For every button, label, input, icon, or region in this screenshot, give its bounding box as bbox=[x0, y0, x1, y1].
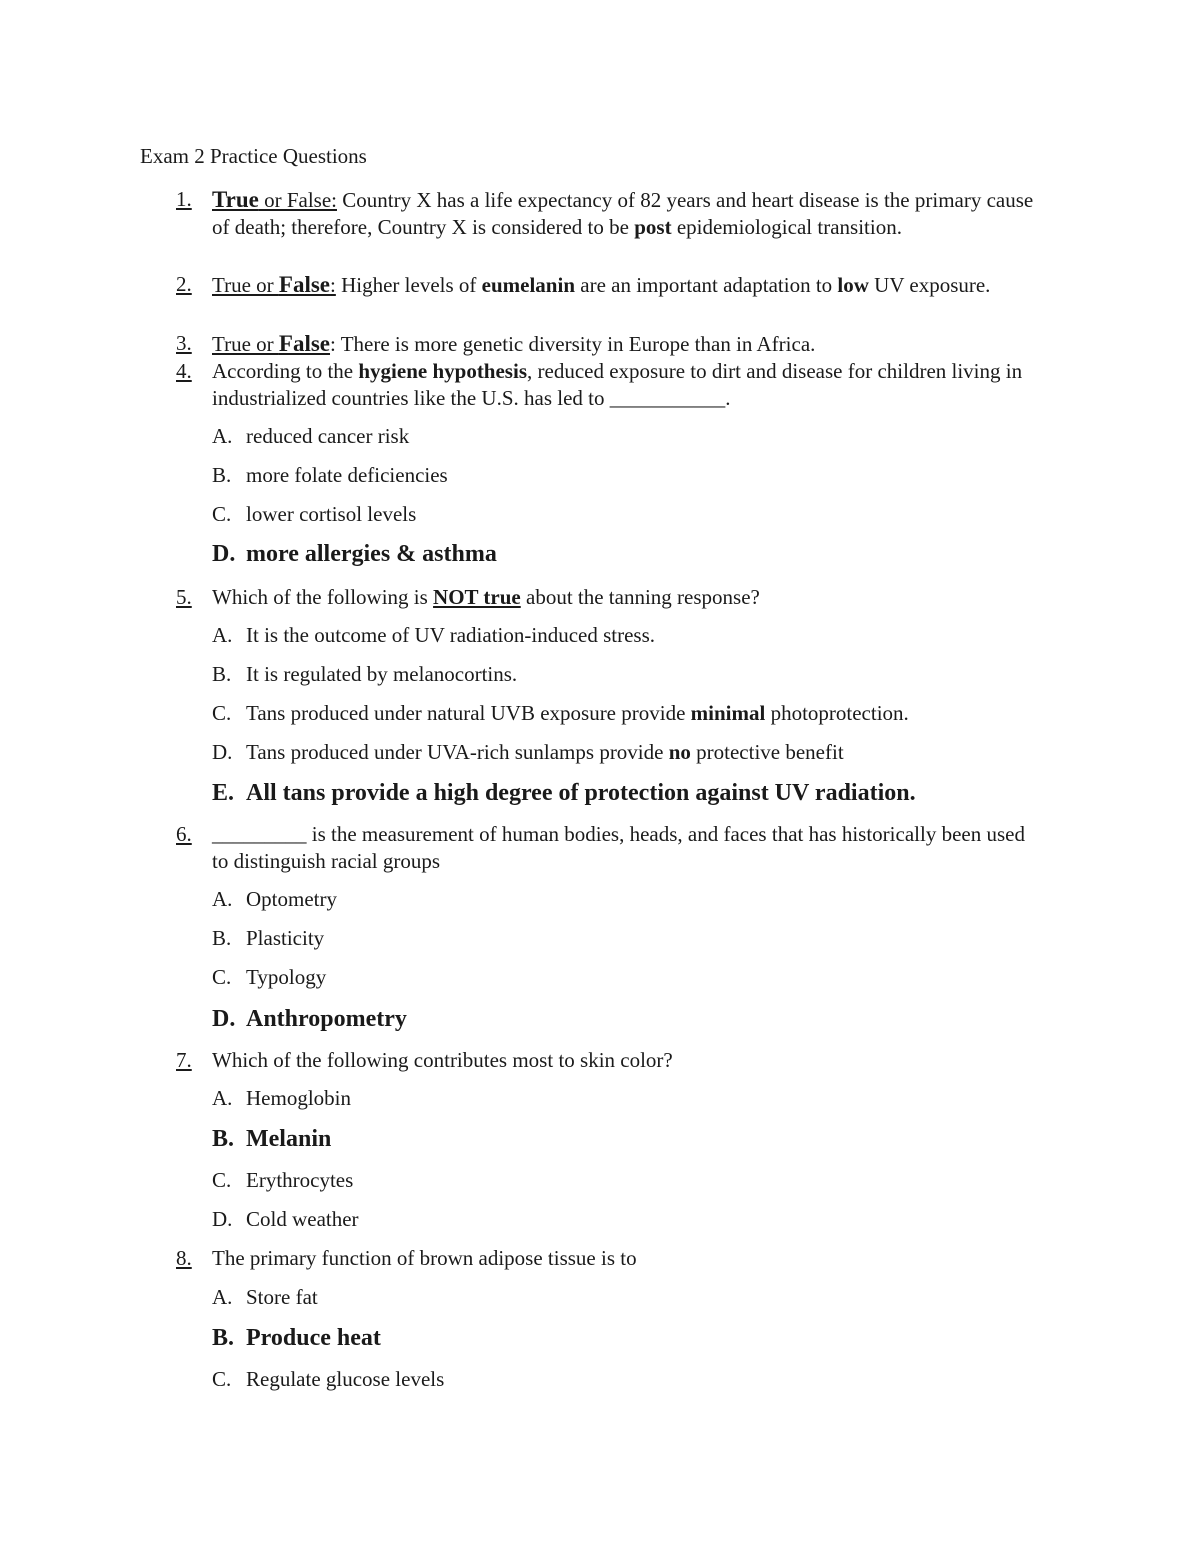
option-letter: C. bbox=[212, 965, 232, 989]
question-number: 1. bbox=[176, 187, 192, 211]
question-text-end: UV exposure. bbox=[868, 273, 991, 297]
option-text: Store fat bbox=[246, 1285, 318, 1309]
question-6 bbox=[176, 821, 1046, 875]
answer-text: Melanin bbox=[246, 1126, 332, 1152]
option-c bbox=[212, 1167, 353, 1194]
true-false-answer: True bbox=[212, 187, 259, 212]
question-text: Which of the following contributes most to skin color? bbox=[212, 1048, 673, 1072]
option-a bbox=[212, 1085, 351, 1112]
question-text-end: epidemiological transition. bbox=[671, 215, 902, 239]
option-text: Hemoglobin bbox=[246, 1086, 351, 1110]
option-letter: D. bbox=[212, 1207, 233, 1231]
option-letter: A. bbox=[212, 1285, 233, 1309]
question-8 bbox=[176, 1245, 1046, 1272]
question-text-mid: are an important adaptation to bbox=[575, 273, 838, 297]
option-letter: C. bbox=[212, 701, 232, 725]
option-d bbox=[212, 739, 844, 766]
question-number: 5. bbox=[176, 585, 192, 609]
option-text: Cold weather bbox=[246, 1207, 359, 1231]
true-false-answer: False bbox=[278, 272, 331, 297]
option-a bbox=[212, 423, 409, 450]
question-text: Country X has a life expectancy of 82 years and heart disease is the primary cause of death; therefore, Country X is considered to be bbox=[212, 188, 1034, 239]
option-emphasis: no bbox=[668, 740, 691, 764]
option-text: lower cortisol levels bbox=[246, 502, 417, 526]
option-letter: B. bbox=[212, 662, 232, 686]
option-b bbox=[212, 661, 517, 688]
question-text: Which of the following is bbox=[212, 585, 434, 609]
option-letter: A. bbox=[212, 623, 233, 647]
true-false-option: True or bbox=[212, 332, 279, 356]
emphasis-text: hygiene hypothesis bbox=[358, 359, 527, 383]
answer-text: All tans provide a high degree of protection against UV radiation. bbox=[246, 780, 916, 806]
option-c bbox=[212, 1366, 444, 1393]
option-d bbox=[212, 1206, 359, 1233]
option-a bbox=[212, 886, 337, 913]
option-b bbox=[212, 462, 448, 489]
option-letter: D. bbox=[212, 740, 233, 764]
option-letter: A. bbox=[212, 887, 233, 911]
answer-letter: E. bbox=[212, 780, 235, 806]
question-2 bbox=[176, 271, 1046, 299]
question-1 bbox=[176, 186, 1046, 241]
correct-answer bbox=[212, 1006, 407, 1033]
option-a bbox=[212, 1284, 318, 1311]
true-false-answer: False bbox=[278, 331, 331, 356]
option-letter: A. bbox=[212, 424, 233, 448]
correct-answer bbox=[212, 780, 916, 807]
option-text: Typology bbox=[246, 965, 327, 989]
option-text: reduced cancer risk bbox=[246, 424, 410, 448]
answer-blank: _________ bbox=[212, 822, 307, 846]
answer-text: Anthropometry bbox=[246, 1006, 407, 1032]
option-text: Tans produced under UVA-rich sunlamps provide bbox=[246, 740, 669, 764]
question-number: 6. bbox=[176, 822, 192, 846]
answer-text: more allergies & asthma bbox=[246, 541, 497, 567]
true-false-option: or False: bbox=[258, 188, 337, 212]
question-5 bbox=[176, 584, 1046, 611]
option-b bbox=[212, 925, 324, 952]
question-text-mid: , reduced exposure to dirt and disease for children living in industrialized countries like the U.S. has led to bbox=[212, 359, 1023, 410]
question-text: According to the bbox=[212, 359, 359, 383]
option-text: Optometry bbox=[246, 887, 337, 911]
option-text: Erythrocytes bbox=[246, 1168, 354, 1192]
option-a bbox=[212, 622, 655, 649]
question-text: Higher levels of bbox=[335, 273, 482, 297]
question-text-end: about the tanning response? bbox=[520, 585, 760, 609]
option-c bbox=[212, 964, 326, 991]
emphasis-text-2: low bbox=[837, 273, 869, 297]
option-text: It is regulated by melanocortins. bbox=[246, 662, 518, 686]
question-7 bbox=[176, 1047, 1046, 1074]
question-text: is the measurement of human bodies, heads, and faces that has historically been used to distinguish racial groups bbox=[212, 822, 1025, 873]
question-4 bbox=[176, 358, 1046, 412]
option-letter: A. bbox=[212, 1086, 233, 1110]
answer-letter: B. bbox=[212, 1126, 235, 1152]
answer-letter: D. bbox=[212, 541, 236, 567]
answer-letter: B. bbox=[212, 1325, 235, 1351]
answer-blank: ___________ bbox=[609, 386, 726, 410]
correct-answer bbox=[212, 1126, 331, 1153]
emphasis-text: NOT true bbox=[433, 585, 521, 609]
colon: : bbox=[330, 273, 336, 297]
question-number: 4. bbox=[176, 359, 192, 383]
option-text: Tans produced under natural UVB exposure provide bbox=[246, 701, 691, 725]
option-text-end: protective benefit bbox=[690, 740, 844, 764]
page-title: Exam 2 Practice Questions bbox=[140, 144, 367, 168]
question-3 bbox=[176, 330, 1046, 358]
question-text-end: . bbox=[725, 386, 731, 410]
question-number: 8. bbox=[176, 1246, 192, 1270]
option-letter: C. bbox=[212, 1367, 232, 1391]
answer-letter: D. bbox=[212, 1006, 236, 1032]
option-text: Regulate glucose levels bbox=[246, 1367, 445, 1391]
question-number: 3. bbox=[176, 331, 192, 355]
correct-answer bbox=[212, 1325, 381, 1352]
question-number: 2. bbox=[176, 272, 192, 296]
option-text: Plasticity bbox=[246, 926, 325, 950]
correct-answer bbox=[212, 541, 497, 568]
option-text: It is the outcome of UV radiation-induced stress. bbox=[246, 623, 656, 647]
option-text: more folate deficiencies bbox=[246, 463, 448, 487]
option-letter: B. bbox=[212, 926, 232, 950]
option-emphasis: minimal bbox=[690, 701, 766, 725]
option-letter: C. bbox=[212, 1168, 232, 1192]
emphasis-text: eumelanin bbox=[481, 273, 575, 297]
question-text: : There is more genetic diversity in Europe than in Africa. bbox=[330, 332, 816, 356]
question-text: The primary function of brown adipose tissue is to bbox=[212, 1246, 637, 1270]
option-c bbox=[212, 700, 909, 727]
true-false-option: True or bbox=[212, 273, 279, 297]
option-text-end: photoprotection. bbox=[765, 701, 909, 725]
option-letter: B. bbox=[212, 463, 232, 487]
answer-text: Produce heat bbox=[246, 1325, 381, 1351]
emphasis-text: post bbox=[634, 215, 672, 239]
question-number: 7. bbox=[176, 1048, 192, 1072]
option-letter: C. bbox=[212, 502, 232, 526]
option-c bbox=[212, 501, 416, 528]
